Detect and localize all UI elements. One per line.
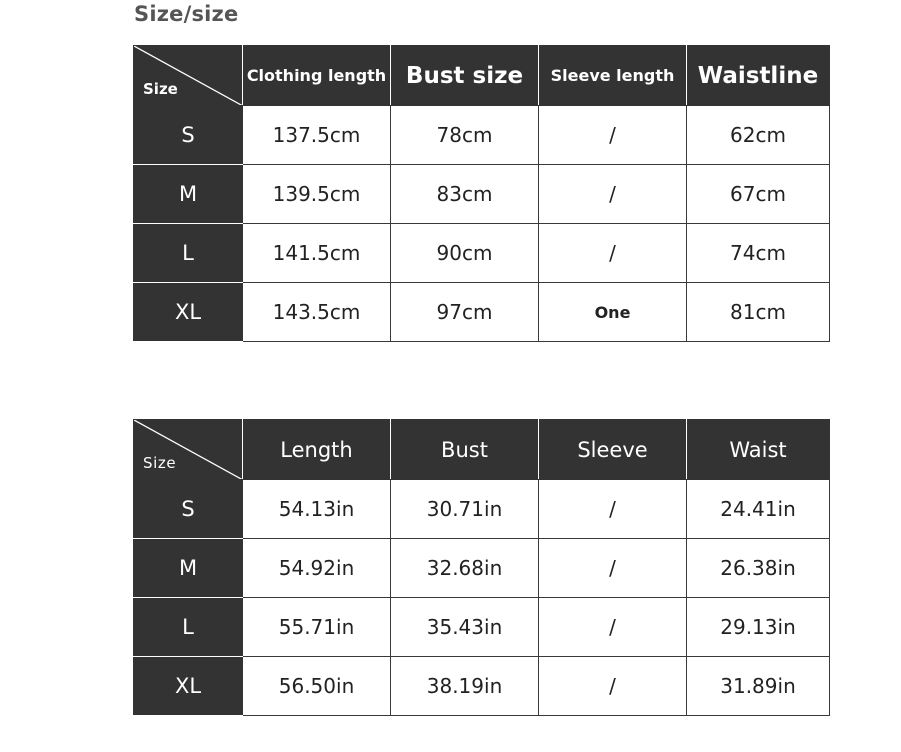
- header-waistline: Waistline: [687, 46, 830, 106]
- cell-waist: 29.13in: [687, 598, 830, 657]
- cell-length: 55.71in: [243, 598, 391, 657]
- header-bust-size: Bust size: [391, 46, 539, 106]
- cell-length: 54.13in: [243, 480, 391, 539]
- cell-sleeve-length: /: [539, 224, 687, 283]
- cell-sleeve-length: One: [539, 283, 687, 342]
- cell-bust: 30.71in: [391, 480, 539, 539]
- size-label: L: [134, 598, 243, 657]
- size-table-in: [133, 419, 830, 716]
- header-sleeve: Sleeve: [539, 420, 687, 480]
- cell-bust-size: 83cm: [391, 165, 539, 224]
- size-label: XL: [134, 283, 243, 342]
- cell-waistline: 74cm: [687, 224, 830, 283]
- cell-sleeve-length: /: [539, 106, 687, 165]
- corner-label: Size: [143, 80, 178, 98]
- cell-bust: 35.43in: [391, 598, 539, 657]
- size-label: S: [134, 106, 243, 165]
- cell-bust-size: 97cm: [391, 283, 539, 342]
- cell-bust: 38.19in: [391, 657, 539, 716]
- table-row: [134, 657, 830, 716]
- header-sleeve-length: Sleeve length: [539, 46, 687, 106]
- table-row: [134, 598, 830, 657]
- size-label: L: [134, 224, 243, 283]
- cell-sleeve: /: [539, 480, 687, 539]
- table-row: [134, 165, 830, 224]
- table-row: [134, 106, 830, 165]
- header-clothing-length: Clothing length: [243, 46, 391, 106]
- cell-clothing-length: 141.5cm: [243, 224, 391, 283]
- table-row: [134, 539, 830, 598]
- cell-waistline: 81cm: [687, 283, 830, 342]
- cell-length: 54.92in: [243, 539, 391, 598]
- header-bust: Bust: [391, 420, 539, 480]
- size-label: M: [134, 539, 243, 598]
- cell-clothing-length: 137.5cm: [243, 106, 391, 165]
- cell-sleeve: /: [539, 539, 687, 598]
- cell-bust-size: 90cm: [391, 224, 539, 283]
- header-row: [134, 420, 830, 480]
- cell-length: 56.50in: [243, 657, 391, 716]
- table-row: [134, 224, 830, 283]
- size-table-cm: [133, 45, 830, 342]
- cell-waist: 26.38in: [687, 539, 830, 598]
- size-label: XL: [134, 657, 243, 716]
- corner-label: Size: [143, 454, 177, 472]
- cell-clothing-length: 143.5cm: [243, 283, 391, 342]
- cell-bust: 32.68in: [391, 539, 539, 598]
- page-title: Size/size: [134, 2, 239, 26]
- cell-waist: 31.89in: [687, 657, 830, 716]
- table-row: [134, 480, 830, 539]
- cell-bust-size: 78cm: [391, 106, 539, 165]
- table-row: [134, 283, 830, 342]
- header-waist: Waist: [687, 420, 830, 480]
- corner-header: [134, 46, 243, 106]
- cell-clothing-length: 139.5cm: [243, 165, 391, 224]
- corner-header: [134, 420, 243, 480]
- cell-sleeve: /: [539, 598, 687, 657]
- cell-waistline: 67cm: [687, 165, 830, 224]
- header-row: [134, 46, 830, 106]
- cell-waist: 24.41in: [687, 480, 830, 539]
- size-label: S: [134, 480, 243, 539]
- header-length: Length: [243, 420, 391, 480]
- size-label: M: [134, 165, 243, 224]
- cell-sleeve: /: [539, 657, 687, 716]
- cell-waistline: 62cm: [687, 106, 830, 165]
- cell-sleeve-length: /: [539, 165, 687, 224]
